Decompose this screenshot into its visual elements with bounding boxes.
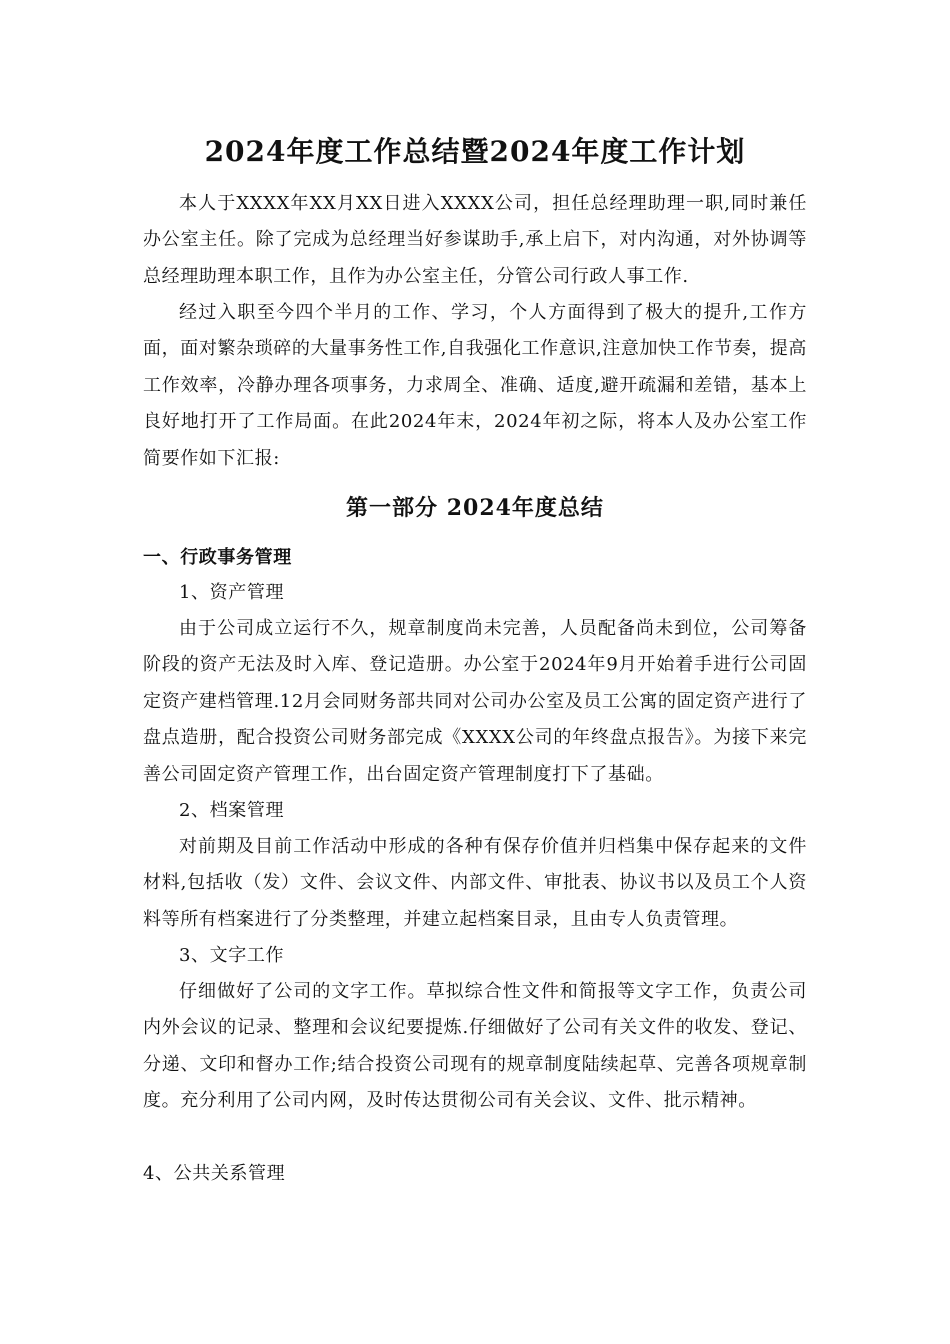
document-title: 2024年度工作总结暨2024年度工作计划 xyxy=(204,135,746,168)
part-one-title: 第一部分 2024年度总结 xyxy=(346,495,604,521)
section-heading-admin: 一、行政事务管理 xyxy=(143,547,292,568)
subsection-heading-writing: 3、文字工作 xyxy=(179,945,285,966)
subsection-text-writing: 仔细做好了公司的文字工作。草拟综合性文件和简报等文字工作，负责公司内外会议的记录、整理和会议纪要提炼.仔细做好了公司有关文件的收发、登记、分递、文印和督办工作;结合投资公司现有的规章制度陆续起草、完善各项规章制度。充分利用了公司内网，及时传达贯彻公司有关会议、文件、批示精神。 xyxy=(143,981,807,1112)
subsection-heading-public-relations: 4、公共关系管理 xyxy=(143,1163,286,1184)
subsection-heading-archives: 2、档案管理 xyxy=(179,800,285,821)
intro-paragraph-1: 本人于XXXX年XX月XX日进入XXXX公司，担任总经理助理一职,同时兼任办公室主任。除了完成为总经理当好参谋助手,承上启下，对内沟通，对外协调等总经理助理本职工作，且作为办公室主任，分管公司行政人事工作. xyxy=(143,193,807,287)
subsection-text-assets: 由于公司成立运行不久，规章制度尚未完善，人员配备尚未到位，公司筹备阶段的资产无法及时入库、登记造册。办公室于2024年9月开始着手进行公司固定资产建档管理.12月会同财务部共同对公司办公室及员工公寓的固定资产进行了盘点造册，配合投资公司财务部完成《XXXX公司的年终盘点报告》。为接下来完善公司固定资产管理工作，出台固定资产管理制度打下了基础。 xyxy=(143,618,807,785)
subsection-text-archives: 对前期及目前工作活动中形成的各种有保存价值并归档集中保存起来的文件材料,包括收（发）文件、会议文件、内部文件、审批表、协议书以及员工个人资料等所有档案进行了分类整理，并建立起档案目录，且由专人负责管理。 xyxy=(143,836,807,930)
subsection-heading-assets: 1、资产管理 xyxy=(179,582,285,603)
intro-paragraph-2: 经过入职至今四个半月的工作、学习，个人方面得到了极大的提升,工作方面，面对繁杂琐碎的大量事务性工作,自我强化工作意识,注意加快工作节奏，提高工作效率，冷静办理各项事务，力求周全、准确、适度,避开疏漏和差错，基本上良好地打开了工作局面。在此2024年末，2024年初之际，将本人及办公室工作简要作如下汇报: xyxy=(143,302,807,469)
